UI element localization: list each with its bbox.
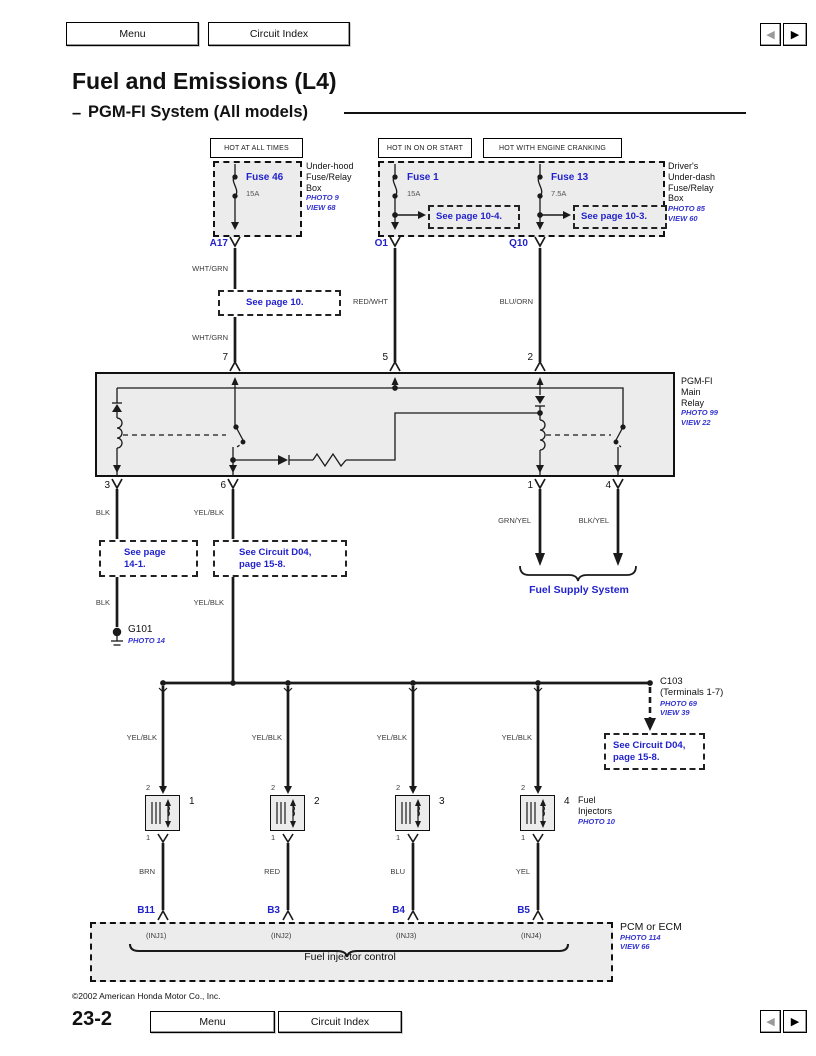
wire-label-yel-blk-2: YEL/BLK: [193, 598, 224, 607]
wire-label-yel-blk-inj2: YEL/BLK: [251, 733, 282, 742]
relay-view-ref: VIEW 22: [681, 417, 711, 427]
power-rail-hot-in-on-or-start: HOT IN ON OR START: [378, 138, 472, 158]
fuel-supply-arrow-1: [535, 553, 545, 566]
ref-see-circuit-d04-c103: [604, 733, 705, 770]
wire-label-wht-grn-1: WHT/GRN: [192, 264, 228, 273]
underdash-line1: Driver's: [668, 161, 699, 171]
ref-text: See page 10-4.: [436, 211, 503, 223]
inj3-pin-top: 2: [396, 783, 401, 792]
connector-b4: B4: [392, 905, 405, 916]
underhood-view-ref: VIEW 68: [306, 202, 336, 212]
power-rail-hot-engine-cranking: HOT WITH ENGINE CRANKING: [483, 138, 622, 158]
c103-connector-drop: [644, 687, 656, 731]
wire-label-yel: YEL: [515, 867, 530, 876]
page-title: Fuel and Emissions (L4): [72, 68, 337, 94]
section-rule: [344, 112, 746, 114]
connector-q10: Q10: [509, 238, 528, 249]
fuse-1-label: Fuse 1: [407, 172, 439, 183]
ref-see-page-14-1: [99, 540, 198, 577]
injectors-photo-ref: PHOTO 10: [578, 816, 615, 826]
ground-g101: [128, 625, 165, 645]
fuel-injectors-label: [578, 795, 615, 826]
connector-b5: B5: [517, 905, 530, 916]
injectors-line2: Injectors: [578, 805, 613, 816]
underhood-line3: Box: [306, 182, 322, 193]
inj1-pin-top: 2: [146, 783, 151, 792]
underhood-box-label: [306, 161, 354, 212]
injector-internal-symbols: [152, 799, 546, 828]
wire-label-yel-blk-inj3: YEL/BLK: [376, 733, 407, 742]
ref-see-page-10-3: [573, 205, 667, 229]
subtitle-dash: –: [72, 104, 82, 122]
ref-text: See page 10-3.: [581, 211, 648, 223]
fuse-1-amps: 15A: [407, 189, 421, 198]
next-page-icon[interactable]: ▶: [783, 23, 807, 46]
pcm-pin-inj2: (INJ2): [271, 931, 292, 940]
pcm-view-ref: VIEW 66: [620, 942, 650, 952]
relay-line2: Main: [681, 386, 701, 397]
injector-1-number: 1: [189, 796, 195, 807]
underdash-line3: Fuse/Relay: [668, 182, 714, 193]
ref-text-l1: See Circuit D04,: [239, 547, 312, 558]
power-rail-hot-at-all-times: HOT AT ALL TIMES: [210, 138, 303, 158]
wire-label-red: RED: [264, 867, 280, 876]
relay-pin-6: 6: [220, 480, 226, 491]
wire-label-yel-blk-1: YEL/BLK: [193, 508, 224, 517]
page-number: 23-2: [72, 1008, 113, 1030]
ref-text-l2: page 15-8.: [239, 558, 286, 570]
relay-label: [681, 376, 718, 427]
underdash-view-ref: VIEW 60: [668, 213, 698, 223]
fuel-supply-system-label: Fuel Supply System: [529, 584, 629, 596]
circuit-index-button-bottom[interactable]: Circuit Index: [278, 1011, 402, 1033]
ground-photo-ref: PHOTO 14: [128, 635, 165, 645]
ref-see-circuit-d04-relay: [213, 540, 347, 577]
ref-text-l1: See page: [124, 547, 166, 558]
injector-connector-marks: [158, 786, 543, 920]
underdash-line4: Box: [668, 193, 684, 204]
wire-label-yel-blk-inj4: YEL/BLK: [501, 733, 532, 742]
c103-label-stack: [660, 677, 723, 718]
pcm-pin-inj4: (INJ4): [521, 931, 542, 940]
c103-view-ref: VIEW 39: [660, 708, 690, 718]
injector-2-box: [270, 795, 305, 831]
fuel-injector-control-label: Fuel injector control: [304, 951, 396, 963]
underdash-box-label: [668, 161, 715, 223]
connector-b11: B11: [137, 905, 155, 916]
wire-label-yel-blk-inj1: YEL/BLK: [126, 733, 157, 742]
relay-exit-connectors: [112, 479, 623, 488]
injector-2-number: 2: [314, 796, 320, 807]
relay-pin-1: 1: [527, 480, 533, 491]
c103-terminals: (Terminals 1-7): [660, 686, 724, 698]
fuel-supply-brace: [520, 566, 636, 581]
ref-text-l2: 14-1.: [124, 558, 146, 570]
ref-see-page-10: [218, 290, 341, 316]
fuel-supply-arrow-2: [613, 553, 623, 566]
pcm-pin-inj3: (INJ3): [396, 931, 417, 940]
relay-entry-connectors: [230, 362, 545, 371]
prev-page-icon[interactable]: ◀: [760, 23, 781, 46]
relay-pin-2: 2: [527, 352, 533, 363]
inj4-pin-bottom: 1: [521, 833, 526, 842]
wire-label-grn-yel: GRN/YEL: [498, 516, 531, 525]
wire-label-blu-orn: BLU/ORN: [499, 297, 533, 306]
wire-label-blu: BLU: [390, 867, 405, 876]
inj1-pin-bottom: 1: [146, 833, 151, 842]
menu-button-bottom[interactable]: Menu: [150, 1011, 275, 1033]
wire-label-red-wht: RED/WHT: [353, 297, 388, 306]
c103-photo-ref: PHOTO 69: [660, 698, 697, 708]
wire-label-blk-yel: BLK/YEL: [578, 516, 609, 525]
pcm-pin-inj1: (INJ1): [146, 931, 167, 940]
ref-text-l1: See Circuit D04,: [613, 740, 686, 751]
relay-pin-5: 5: [382, 352, 388, 363]
underdash-photo-ref: PHOTO 85: [668, 204, 705, 214]
injector-column-wires: [163, 686, 538, 910]
ref-text: See page 10.: [246, 297, 304, 309]
relay-line3: Relay: [681, 397, 705, 408]
relay-pin-4: 4: [605, 480, 611, 491]
wire-label-brn: BRN: [139, 867, 155, 876]
injector-3-number: 3: [439, 796, 445, 807]
injectors-line1: Fuel: [578, 795, 596, 805]
injector-1-box: [145, 795, 180, 831]
wire-label-blk-1: BLK: [95, 508, 110, 517]
pgm-fi-main-relay-box: [95, 372, 675, 477]
relay-pin-7: 7: [222, 352, 228, 363]
prev-page-icon-bottom[interactable]: ◀: [760, 1010, 781, 1033]
ref-see-page-10-4: [428, 205, 520, 229]
ref-text-l2: page 15-8.: [613, 751, 660, 763]
fuse-46-label: Fuse 46: [246, 172, 284, 183]
pcm-label: PCM or ECM: [620, 921, 682, 933]
connector-o1: O1: [374, 238, 388, 249]
ground-label: G101: [128, 624, 153, 635]
copyright-text: ©2002 American Honda Motor Co., Inc.: [72, 991, 221, 1001]
ground-symbol: [111, 628, 123, 645]
inj3-pin-bottom: 1: [396, 833, 401, 842]
fuse-13-label: Fuse 13: [551, 172, 589, 183]
inj2-pin-top: 2: [271, 783, 276, 792]
underhood-photo-ref: PHOTO 9: [306, 193, 339, 203]
menu-button-top[interactable]: Menu: [66, 22, 199, 46]
next-page-icon-bottom[interactable]: ▶: [783, 1010, 807, 1033]
wire-label-wht-grn-2: WHT/GRN: [192, 333, 228, 342]
circuit-index-button-top[interactable]: Circuit Index: [208, 22, 350, 46]
pcm-label-stack: [620, 922, 682, 952]
fuse-46-amps: 15A: [246, 189, 260, 198]
bus-junctions: [159, 681, 652, 692]
relay-pin-3: 3: [104, 480, 110, 491]
wire-label-blk-2: BLK: [95, 598, 110, 607]
injector-3-box: [395, 795, 430, 831]
connector-a17: A17: [209, 238, 228, 249]
underhood-line1: Under-hood: [306, 161, 354, 171]
underdash-line2: Under-dash: [668, 171, 716, 182]
injector-4-number: 4: [564, 796, 570, 807]
injector-4-box: [520, 795, 555, 831]
underhood-line2: Fuse/Relay: [306, 171, 352, 182]
inj2-pin-bottom: 1: [271, 833, 276, 842]
section-title: PGM-FI System (All models): [88, 103, 309, 121]
fuse-13-amps: 7.5A: [551, 189, 567, 198]
pcm-photo-ref: PHOTO 114: [620, 932, 661, 942]
c103-label: C103: [660, 676, 683, 687]
relay-line1: PGM-FI: [681, 376, 713, 386]
relay-photo-ref: PHOTO 99: [681, 408, 718, 418]
inj4-pin-top: 2: [521, 783, 526, 792]
connector-b3: B3: [267, 905, 280, 916]
